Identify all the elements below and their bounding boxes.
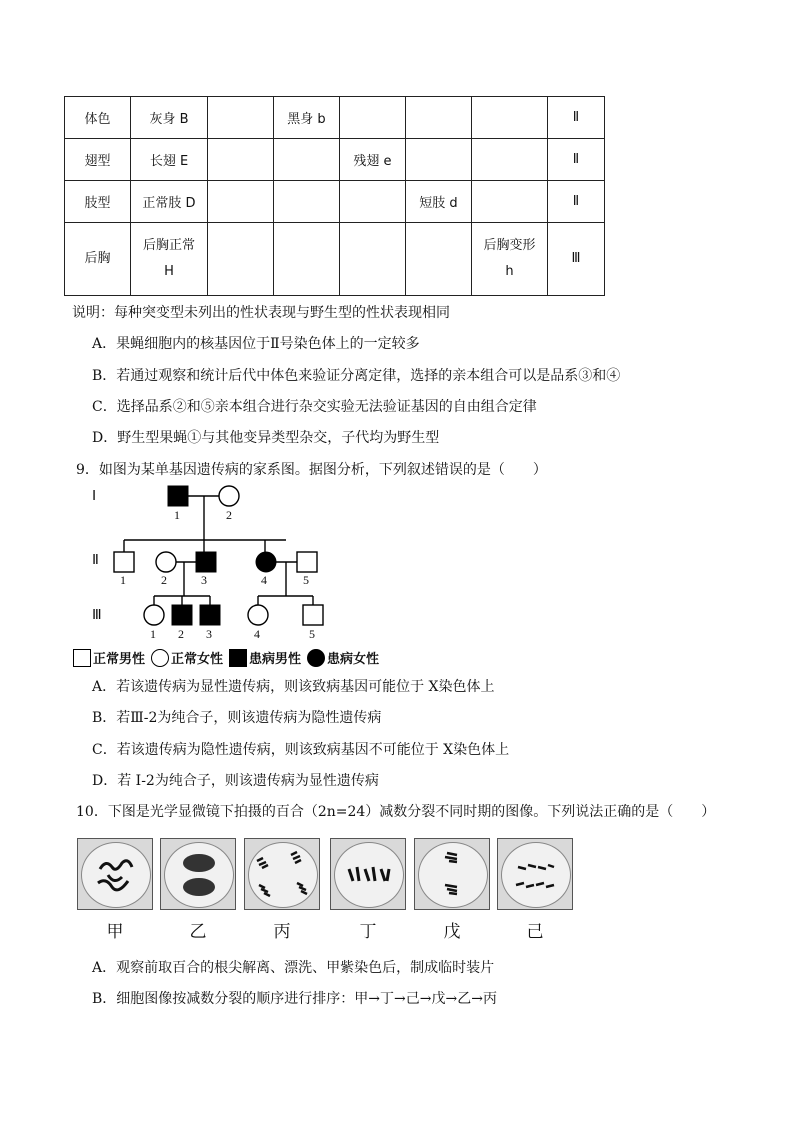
generation-label: Ⅲ <box>92 608 102 623</box>
q8-option-a[interactable]: A．果蝇细胞内的核基因位于Ⅱ号染色体上的一定较多 <box>92 336 420 352</box>
micrograph-jia <box>77 838 153 910</box>
affected-female-legend-icon <box>307 649 325 667</box>
q10-stem: 10．下图是光学显微镜下拍摄的百合（2n=24）减数分裂不同时期的图像。下列说法正确的是（ ） <box>76 804 716 820</box>
affected-male-symbol <box>196 552 216 572</box>
chromosome-cell: Ⅱ <box>548 97 605 139</box>
table-note: 说明：每种突变型未列出的性状表现与野生型的性状表现相同 <box>72 305 450 321</box>
legend-label: 患病女性 <box>327 652 380 667</box>
individual-number: 5 <box>303 573 309 587</box>
individual-number: 2 <box>161 573 167 587</box>
q9-option-a[interactable]: A．若该遗传病为显性遗传病，则该致病基因可能位于 X染色体上 <box>92 679 495 695</box>
legend-label: 正常女性 <box>171 652 224 667</box>
normal-female-symbol <box>156 552 176 572</box>
individual-number: 4 <box>261 573 267 587</box>
legend-label: 患病男性 <box>249 652 302 667</box>
micrograph-wu <box>414 838 490 910</box>
q9-stem: 9．如图为某单基因遗传病的家系图。据图分析，下列叙述错误的是（ ） <box>76 462 547 478</box>
table-cell: 长翅 E <box>131 139 208 181</box>
chromosome-cell: Ⅱ <box>548 181 605 223</box>
individual-number: 3 <box>206 627 212 641</box>
q8-option-d[interactable]: D．野生型果蝇①与其他变异类型杂交，子代均为野生型 <box>92 430 440 446</box>
individual-number: 1 <box>174 508 180 522</box>
q10-option-a[interactable]: A．观察前取百合的根尖解离、漂洗、甲紫染色后，制成临时装片 <box>92 960 495 976</box>
pedigree-legend <box>73 648 385 667</box>
generation-label: Ⅰ <box>92 489 97 504</box>
micrograph-label: 己 <box>526 922 544 942</box>
individual-number: 5 <box>309 627 315 641</box>
affected-female-symbol <box>256 552 276 572</box>
normal-male-symbol <box>303 605 323 625</box>
trait-name: 肢型 <box>65 181 131 223</box>
normal-male-symbol <box>114 552 134 572</box>
table-cell: 后胸变形 h <box>472 223 548 296</box>
affected-male-legend-icon <box>229 649 247 667</box>
chromosome-cell: Ⅱ <box>548 139 605 181</box>
micrograph-label: 乙 <box>189 922 207 942</box>
affected-male-symbol <box>168 486 188 506</box>
q8-option-b[interactable]: B．若通过观察和统计后代中体色来验证分离定律，选择的亲本组合可以是品系③和④ <box>92 368 621 384</box>
micrograph-label: 戊 <box>443 922 461 942</box>
table-cell: 后胸正常 H <box>131 223 208 296</box>
generation-label: Ⅱ <box>92 553 99 568</box>
micrograph-ji <box>497 838 573 910</box>
chromosome-cell: Ⅲ <box>548 223 605 296</box>
q9-option-b[interactable]: B．若Ⅲ-2为纯合子，则该遗传病为隐性遗传病 <box>92 710 382 726</box>
table-cell: 正常肢 D <box>131 181 208 223</box>
trait-name: 后胸 <box>65 223 131 296</box>
q8-option-c[interactable]: C．选择品系②和⑤亲本组合进行杂交实验无法验证基因的自由组合定律 <box>92 399 537 415</box>
normal-female-symbol <box>248 605 268 625</box>
affected-male-symbol <box>200 605 220 625</box>
q9-option-c[interactable]: C．若该遗传病为隐性遗传病，则该致病基因不可能位于 X染色体上 <box>92 742 510 758</box>
normal-female-symbol <box>144 605 164 625</box>
q10-option-b[interactable]: B．细胞图像按减数分裂的顺序进行排序：甲→丁→己→戊→乙→丙 <box>92 991 497 1007</box>
q9-option-d[interactable]: D．若 I-2为纯合子，则该遗传病为显性遗传病 <box>92 773 379 789</box>
individual-number: 1 <box>150 627 156 641</box>
individual-number: 2 <box>178 627 184 641</box>
legend-label: 正常男性 <box>93 652 146 667</box>
table-cell: 短肢 d <box>406 181 472 223</box>
table-cell: 黑身 b <box>274 97 340 139</box>
micrograph-yi <box>160 838 236 910</box>
normal-female-legend-icon <box>151 649 169 667</box>
table-cell: 灰身 B <box>131 97 208 139</box>
table-cell: 残翅 e <box>340 139 406 181</box>
individual-number: 2 <box>226 508 232 522</box>
individual-number: 4 <box>254 627 260 641</box>
individual-number: 1 <box>120 573 126 587</box>
micrograph-label: 丙 <box>273 922 291 942</box>
normal-male-legend-icon <box>73 649 91 667</box>
affected-male-symbol <box>172 605 192 625</box>
micrograph-ding <box>330 838 406 910</box>
normal-female-symbol <box>219 486 239 506</box>
micrograph-label: 丁 <box>359 922 377 942</box>
trait-name: 翅型 <box>65 139 131 181</box>
individual-number: 3 <box>201 573 207 587</box>
trait-name: 体色 <box>65 97 131 139</box>
normal-male-symbol <box>297 552 317 572</box>
micrograph-label: 甲 <box>106 922 124 942</box>
micrograph-bing <box>244 838 320 910</box>
